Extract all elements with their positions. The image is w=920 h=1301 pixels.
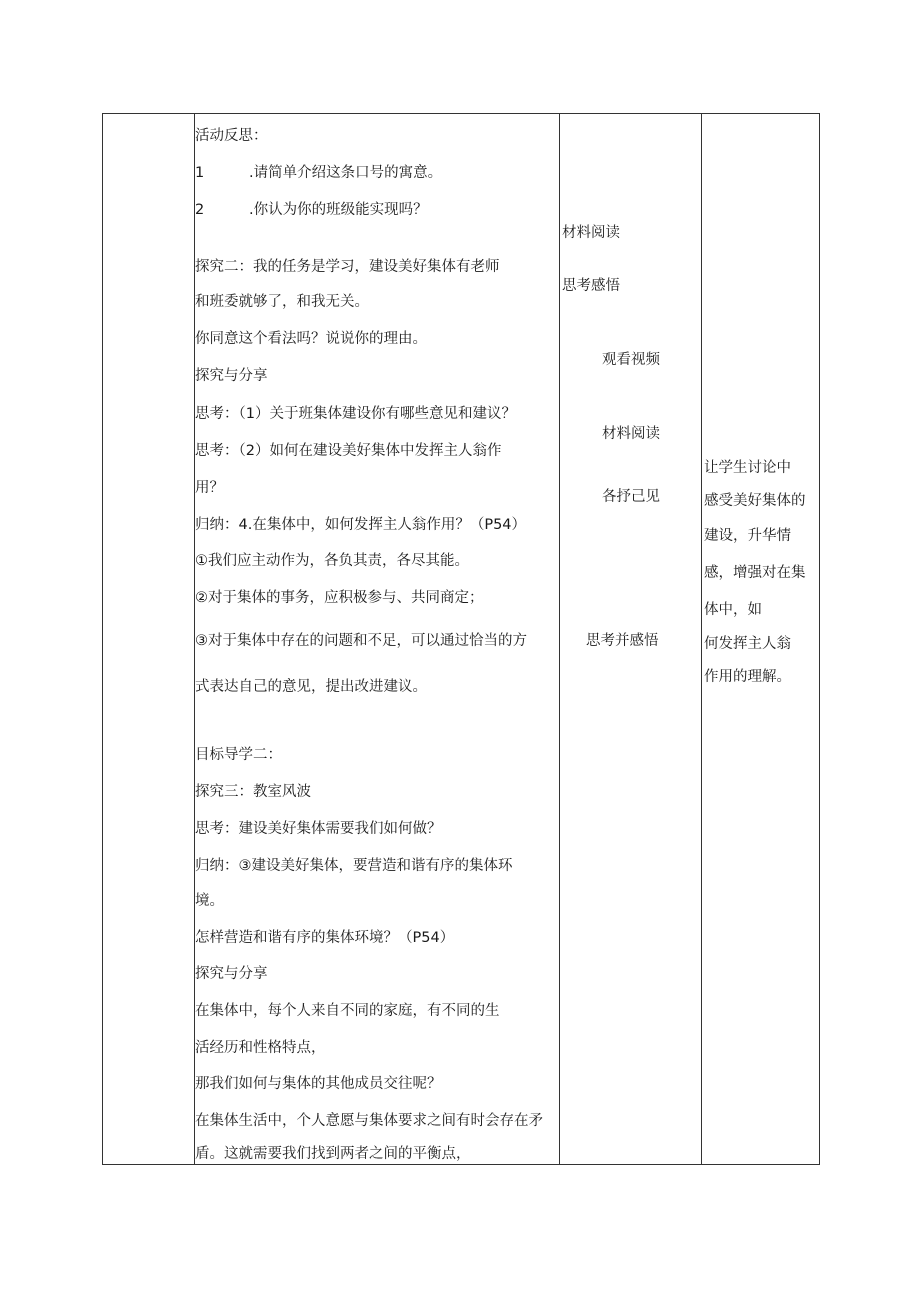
design-intent-line: 何发挥主人翁 (704, 636, 791, 652)
design-intent-line: 体中，如 (704, 602, 762, 618)
design-intent-cell (702, 114, 820, 1164)
share-title: 探究与分享 (195, 368, 268, 384)
think-question-1: 思考：（1）关于班集体建设你有哪些意见和建议？ (195, 406, 516, 422)
explore-2-question: 你同意这个看法吗？说说你的理由。 (195, 331, 427, 347)
think-question-2-cont: 用？ (195, 480, 224, 496)
goal-2-title: 目标导学二： (195, 747, 282, 763)
summary-point-2: ②对于集体的事务，应积极参与、共同商定； (195, 590, 484, 606)
explore-2-line: 探究二：我的任务是学习，建设美好集体有老师 (195, 259, 500, 275)
student-activity: 思考并感悟 (586, 633, 659, 649)
question-text: .请简单介绍这条口号的寓意。 (249, 165, 443, 181)
summary-point-1: ①我们应主动作为，各负其责，各尽其能。 (195, 553, 469, 569)
question-number: 2 (195, 202, 205, 218)
student-activity: 各抒己见 (602, 489, 660, 505)
explore-2-line: 和班委就够了，和我无关。 (195, 294, 369, 310)
student-activity: 材料阅读 (562, 225, 620, 241)
lesson-plan-table (102, 113, 820, 1165)
share-2-line: 盾。这就需要我们找到两者之间的平衡点， (195, 1146, 471, 1162)
question-number: 1 (195, 165, 205, 181)
goal-2-summary: 归纳：③建设美好集体，要营造和谐有序的集体环 (195, 858, 513, 874)
design-intent-line: 作用的理解。 (704, 669, 791, 685)
summary-point-3: ③对于集体中存在的问题和不足，可以通过恰当的方 (195, 633, 527, 649)
goal-2-question: 怎样营造和谐有序的集体环境？（P54） (195, 930, 455, 946)
summary-title: 归纳：4.在集体中，如何发挥主人翁作用？（P54） (195, 517, 527, 533)
share-2-line: 活经历和性格特点， (195, 1040, 326, 1056)
activity-title: 活动反思： (195, 128, 268, 144)
design-intent-line: 感受美好集体的 (704, 493, 806, 509)
student-activity-cell (560, 114, 701, 1164)
student-activity: 思考感悟 (562, 278, 620, 294)
question-text: .你认为你的班级能实现吗？ (249, 202, 428, 218)
summary-point-3-cont: 式表达自己的意见，提出改进建议。 (195, 679, 427, 695)
share-2-line: 那我们如何与集体的其他成员交往呢？ (195, 1076, 442, 1092)
stage-cell (103, 114, 194, 1164)
student-activity: 材料阅读 (602, 426, 660, 442)
share-2-line: 在集体生活中，个人意愿与集体要求之间有时会存在矛 (195, 1113, 543, 1129)
think-question-2: 思考：（2）如何在建设美好集体中发挥主人翁作 (195, 443, 502, 459)
design-intent-line: 感，增强对在集 (704, 565, 806, 581)
goal-2-summary-cont: 境。 (195, 893, 224, 909)
design-intent-line: 建设，升华情 (704, 528, 791, 544)
share-2-line: 在集体中，每个人来自不同的家庭，有不同的生 (195, 1003, 500, 1019)
explore-3-title: 探究三：教室风波 (195, 784, 311, 800)
goal-2-think: 思考：建设美好集体需要我们如何做？ (195, 821, 442, 837)
share-2-title: 探究与分享 (195, 966, 268, 982)
design-intent-line: 让学生讨论中 (704, 460, 791, 476)
student-activity: 观看视频 (602, 352, 660, 368)
teaching-content-cell (195, 114, 559, 1164)
